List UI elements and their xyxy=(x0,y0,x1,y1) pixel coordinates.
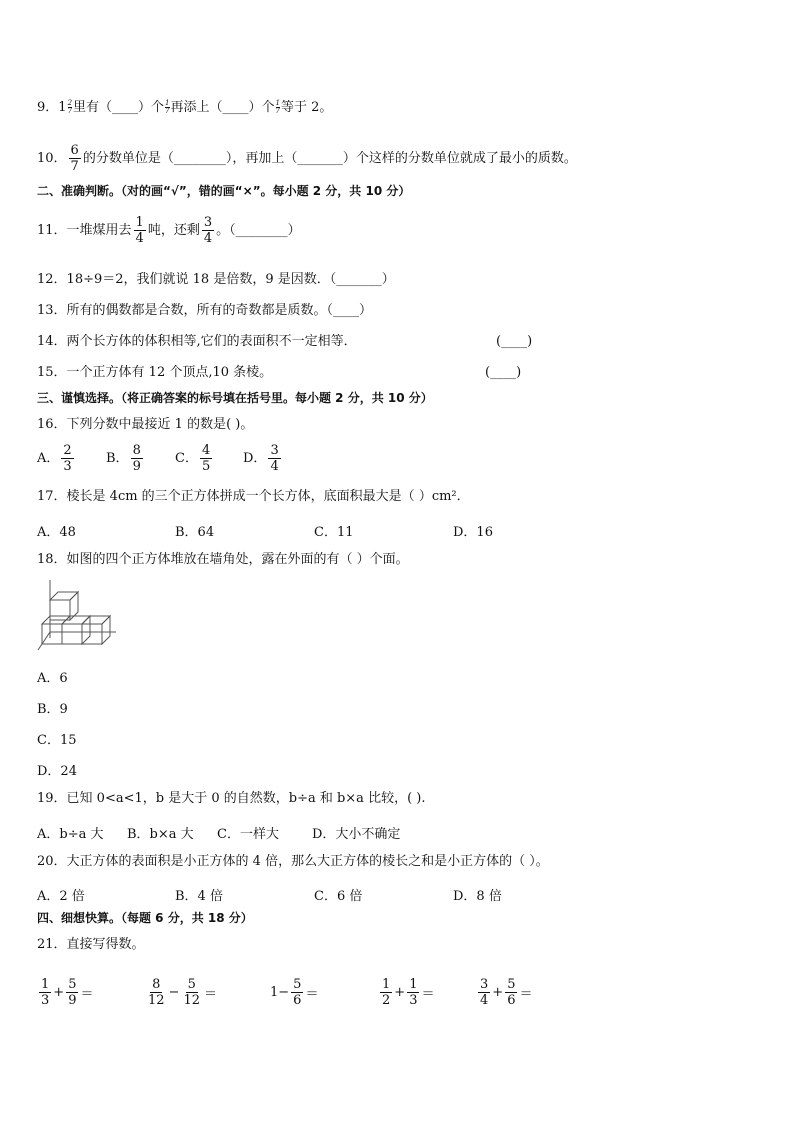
q14-text: 14．两个长方体的体积相等,它们的表面积不一定相等． xyxy=(37,334,357,349)
question-15 xyxy=(37,365,272,381)
option-a[interactable]: A．48 xyxy=(37,525,76,540)
q15-text: 15．一个正方体有 12 个顶点,10 条棱。 xyxy=(37,365,273,380)
mixed-fraction: $\frac{2}{7}$ xyxy=(67,99,73,115)
fraction: $\frac{1}{4}$ xyxy=(135,215,144,246)
q9-text-1: 里有（____）个 xyxy=(73,100,165,115)
question-21: 21．直接写得数。 xyxy=(37,937,145,952)
question-number: 10． xyxy=(37,151,67,166)
fraction: $\frac{8}{9}$ xyxy=(132,443,141,474)
section-heading-3: 三、谨慎选择。（将正确答案的标号填在括号里。每小题 2 分，共 10 分） xyxy=(37,391,433,405)
section-heading-2: 二、准确判断。（对的画“√”，错的画“×”。每小题 2 分，共 10 分） xyxy=(37,184,411,198)
question-19: 19．已知 0<a<1，b 是大于 0 的自然数，b÷a 和 b×a 比较，( ). xyxy=(37,791,426,806)
section-heading-4: 四、细想快算。（每题 6 分，共 18 分） xyxy=(37,911,253,925)
option-b[interactable]: B．b×a 大 xyxy=(127,827,194,842)
option-a[interactable]: A．2 倍 xyxy=(37,889,85,904)
option-c[interactable]: C．6 倍 xyxy=(314,889,363,904)
option-a[interactable]: A． $\frac{2}{3}$ xyxy=(37,443,72,474)
option-c[interactable]: C．15 xyxy=(37,733,77,748)
arithmetic-expression: 1 3 + $\frac{5}{9}$ ＝ xyxy=(41,976,94,1008)
option-d[interactable]: D． $\frac{3}{4}$ xyxy=(243,443,279,474)
q9-text-3: 等于 2。 xyxy=(281,100,333,115)
option-a[interactable]: A．6 xyxy=(37,671,68,686)
arithmetic-expression: 8 12 − $\frac{5}{12}$ ＝ xyxy=(148,976,218,1008)
option-b[interactable]: B．4 倍 xyxy=(175,889,223,904)
option-b[interactable]: B．64 xyxy=(175,525,215,540)
question-number: 9． xyxy=(37,100,59,115)
question-16: 16．下列分数中最接近 1 的数是( )。 xyxy=(37,417,254,432)
answer-blank[interactable]: (____) xyxy=(496,334,533,349)
q11-blank: 。（________） xyxy=(216,223,301,238)
fraction: $\frac{4}{5}$ xyxy=(201,443,211,474)
question-13: 13．所有的偶数都是合数，所有的奇数都是质数。（____） xyxy=(37,303,373,318)
fraction: $\frac{3}{4}$ xyxy=(270,443,279,474)
fraction: $\frac{6}{7}$ xyxy=(70,143,79,174)
unit-fraction: $\frac{1}{7}$ xyxy=(165,99,170,115)
q10-text: 的分数单位是（________），再加上（_______）个这样的分数单位就成了最小的质数。 xyxy=(82,151,577,166)
mixed-whole: 1 xyxy=(58,100,67,115)
cubes-in-corner-figure xyxy=(36,578,118,654)
option-a[interactable]: A．b÷a 大 xyxy=(37,827,104,842)
question-12: 12．18÷9＝2，我们就说 18 是倍数，9 是因数．（_______） xyxy=(37,272,395,287)
option-d[interactable]: D．8 倍 xyxy=(453,889,502,904)
question-9 xyxy=(37,100,332,116)
fraction: $\frac{3}{4}$ xyxy=(203,215,213,246)
arithmetic-expression: 1 2 + $\frac{1}{3}$ ＝ xyxy=(382,976,435,1008)
option-c[interactable]: C．11 xyxy=(314,525,354,540)
q11-text-1: 11．一堆煤用去 xyxy=(37,223,132,238)
option-c[interactable]: C． $\frac{4}{5}$ xyxy=(175,443,211,474)
question-20: 20．大正方体的表面积是小正方体的 4 倍，那么大正方体的棱长之和是小正方体的（ ）。 xyxy=(37,854,549,869)
fraction: $\frac{2}{3}$ xyxy=(63,443,72,474)
question-18: 18．如图的四个正方体堆放在墙角处，露在外面的有（ ）个面。 xyxy=(37,552,409,567)
question-11 xyxy=(37,213,301,249)
option-d[interactable]: D．16 xyxy=(453,525,493,540)
option-d[interactable]: D．24 xyxy=(37,764,77,779)
arithmetic-expression: 1− $\frac{5}{6}$ ＝ xyxy=(270,976,319,1008)
arithmetic-expression: 3 4 + $\frac{5}{6}$ ＝ xyxy=(480,976,533,1008)
answer-blank[interactable]: (____) xyxy=(485,365,522,380)
option-b[interactable]: B． $\frac{8}{9}$ xyxy=(106,443,141,474)
q11-text-2: 吨，还剩 xyxy=(147,223,200,238)
option-d[interactable]: D．大小不确定 xyxy=(312,827,401,842)
question-17: 17．棱长是 4cm 的三个正方体拼成一个长方体，底面积最大是（ ）cm²． xyxy=(37,489,470,504)
option-c[interactable]: C．一样大 xyxy=(217,827,279,842)
option-b[interactable]: B．9 xyxy=(37,702,68,717)
q9-text-2: 再添上（____）个 xyxy=(170,100,275,115)
question-14 xyxy=(37,334,357,350)
unit-fraction: $\frac{1}{7}$ xyxy=(275,99,280,115)
question-10 xyxy=(37,142,577,176)
